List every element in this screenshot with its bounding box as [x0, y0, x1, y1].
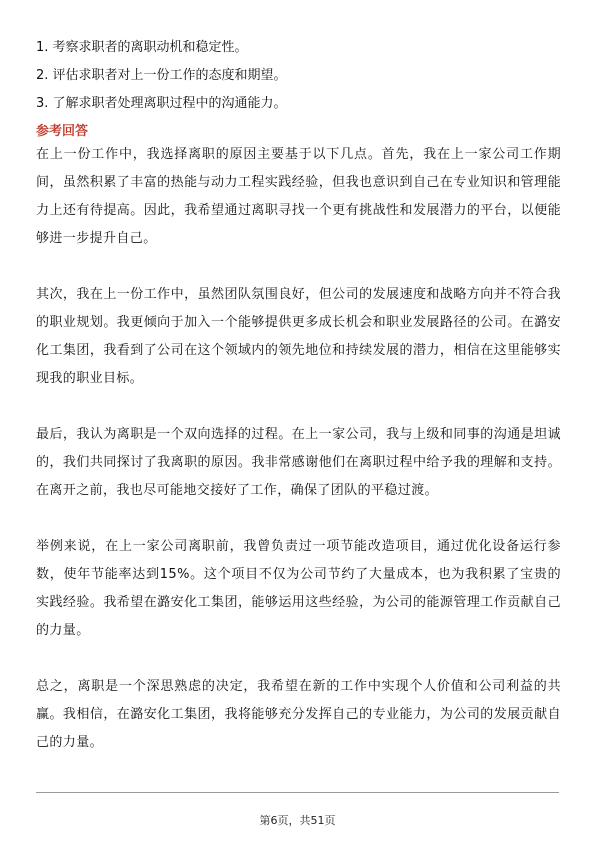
page-number: 第6页，共51页	[259, 814, 336, 827]
answer-paragraph: 举例来说，在上一家公司离职前，我曾负责过一项节能改造项目，通过优化设备运行参数，使年节能率达到15%。这个项目不仅为公司节约了大量成本，也为我积累了宝贵的实践经验。我希望在潞安化工集团，能够运用这些经验，为公司的能源管理工作贡献自己的力量。	[36, 539, 561, 638]
reference-answer-heading: 参考回答	[36, 124, 89, 139]
answer-body	[36, 141, 561, 785]
answer-paragraph: 在上一份工作中，我选择离职的原因主要基于以下几点。首先，我在上一家公司工作期间，虽然积累了丰富的热能与动力工程实践经验，但我也意识到自己在专业知识和管理能力上还有待提高。因此，我希望通过离职寻找一个更有挑战性和发展潜力的平台，以便能够进一步提升自己。	[36, 147, 561, 246]
list-item: 2. 评估求职者对上一份工作的态度和期望。	[36, 68, 287, 83]
list-item: 3. 了解求职者处理离职过程中的沟通能力。	[36, 96, 287, 111]
list-item: 1. 考察求职者的离职动机和稳定性。	[36, 40, 248, 55]
evaluation-points-list	[36, 34, 561, 118]
answer-paragraph: 总之，离职是一个深思熟虑的决定，我希望在新的工作中实现个人价值和公司利益的共赢。我相信，在潞安化工集团，我将能够充分发挥自己的专业能力，为公司的发展贡献自己的力量。	[36, 679, 561, 750]
footer-divider	[36, 792, 559, 793]
answer-paragraph: 其次，我在上一份工作中，虽然团队氛围良好，但公司的发展速度和战略方向并不符合我的职业规划。我更倾向于加入一个能够提供更多成长机会和职业发展路径的公司。在潞安化工集团，我看到了公司在这个领域内的领先地位和持续发展的潜力，相信在这里能够实现我的职业目标。	[36, 287, 561, 386]
answer-paragraph: 最后，我认为离职是一个双向选择的过程。在上一家公司，我与上级和同事的沟通是坦诚的，我们共同探讨了我离职的原因。我非常感谢他们在离职过程中给予我的理解和支持。在离开之前，我也尽可能地交接好了工作，确保了团队的平稳过渡。	[36, 427, 561, 498]
